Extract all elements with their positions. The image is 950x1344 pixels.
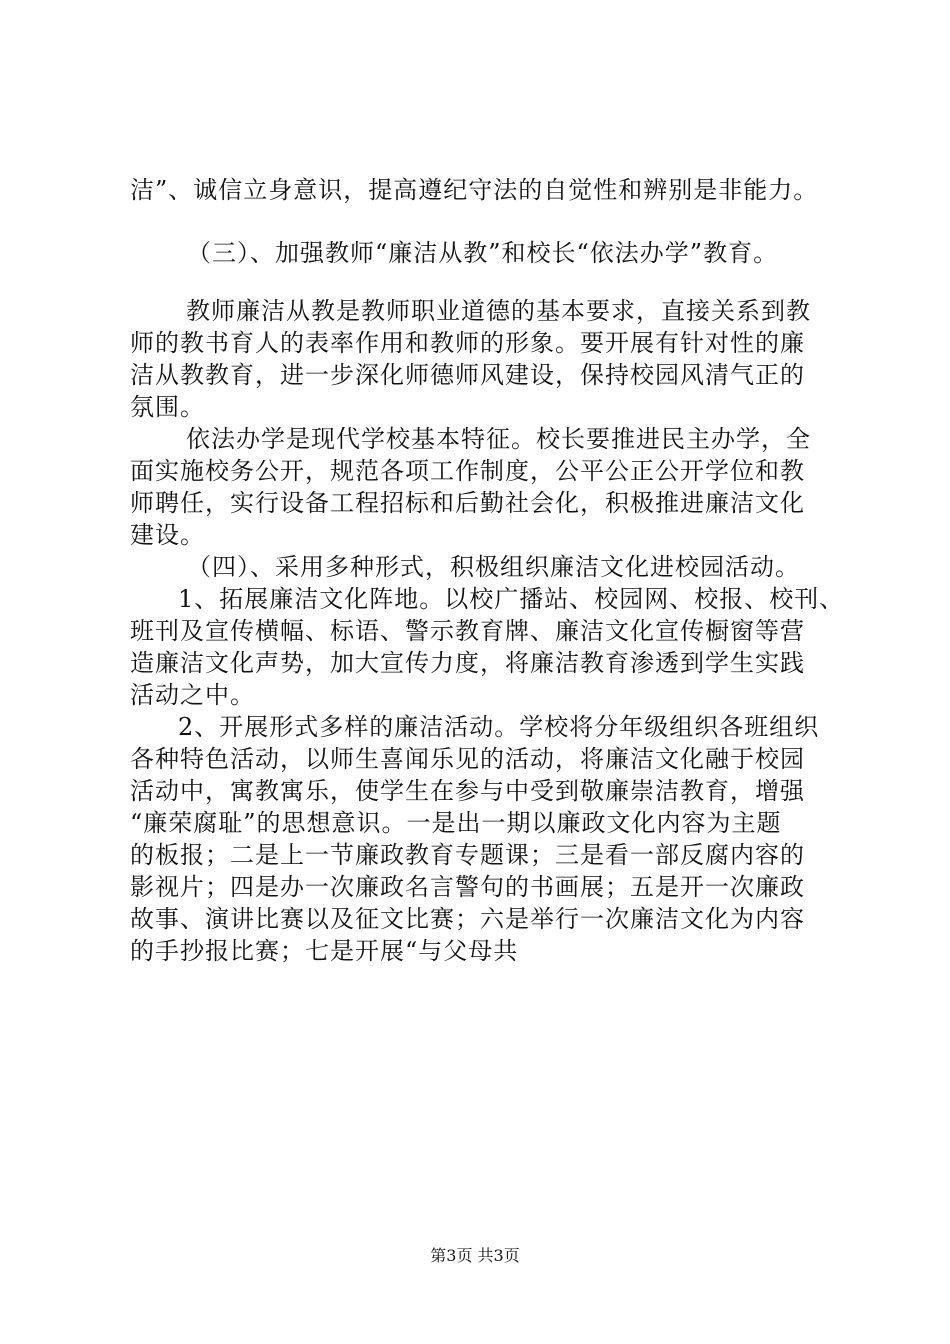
section-heading: （三）、加强教师“廉洁从教”和校长“依法办学”教育。: [187, 239, 779, 267]
text-line: 氛围。: [130, 393, 205, 421]
text-line: 洁”、诚信立身意识，提高遵纪守法的自觉性和辨别是非能力。: [130, 176, 819, 204]
text-line: 影视片；四是办一次廉政名言警句的书画展；五是开一次廉政: [130, 873, 805, 901]
text-line: 各种特色活动，以师生喜闻乐见的活动，将廉洁文化融于校园: [130, 745, 805, 773]
text-line: 的手抄报比赛；七是开展“与父母共: [130, 937, 519, 965]
text-line: 活动中，寓教寓乐，使学生在参与中受到敬廉崇洁教育，增强: [130, 777, 805, 805]
text-line: 依法办学是现代学校基本特征。校长要推进民主办学，全: [186, 425, 811, 453]
text-line: 造廉洁文化声势，加大宣传力度，将廉洁教育渗透到学生实践: [130, 649, 805, 677]
text-line: 班刊及宣传横幅、标语、警示教育牌、廉洁文化宣传橱窗等营: [130, 617, 805, 645]
text-line: 教师廉洁从教是教师职业道德的基本要求，直接关系到教: [186, 297, 811, 325]
text-line: 1、拓展廉洁文化阵地。以校广播站、校园网、校报、校刊、: [178, 585, 845, 613]
text-line: 建设。: [130, 521, 205, 549]
text-line: 的板报；二是上一节廉政教育专题课；三是看一部反腐内容的: [130, 841, 805, 869]
text-line: 2、开展形式多样的廉洁活动。学校将分年级组织各班组织: [178, 713, 820, 741]
text-line: 面实施校务公开，规范各项工作制度，公平公正公开学位和教: [130, 457, 805, 485]
text-line: 师聘任，实行设备工程招标和后勤社会化，积极推进廉洁文化: [130, 489, 805, 517]
text-line: 活动之中。: [130, 681, 255, 709]
section-heading: （四）、采用多种形式，积极组织廉洁文化进校园活动。: [187, 553, 800, 581]
text-line: 洁从教教育，进一步深化师德师风建设，保持校园风清气正的: [130, 361, 805, 389]
text-line: 师的教书育人的表率作用和教师的形象。要开展有针对性的廉: [130, 329, 805, 357]
page-number-footer: 第3页 共3页: [430, 1246, 520, 1265]
text-line: “廉荣腐耻”的思想意识。一是出一期以廉政文化内容为主题: [130, 809, 782, 837]
text-line: 故事、演讲比赛以及征文比赛；六是举行一次廉洁文化为内容: [130, 905, 805, 933]
